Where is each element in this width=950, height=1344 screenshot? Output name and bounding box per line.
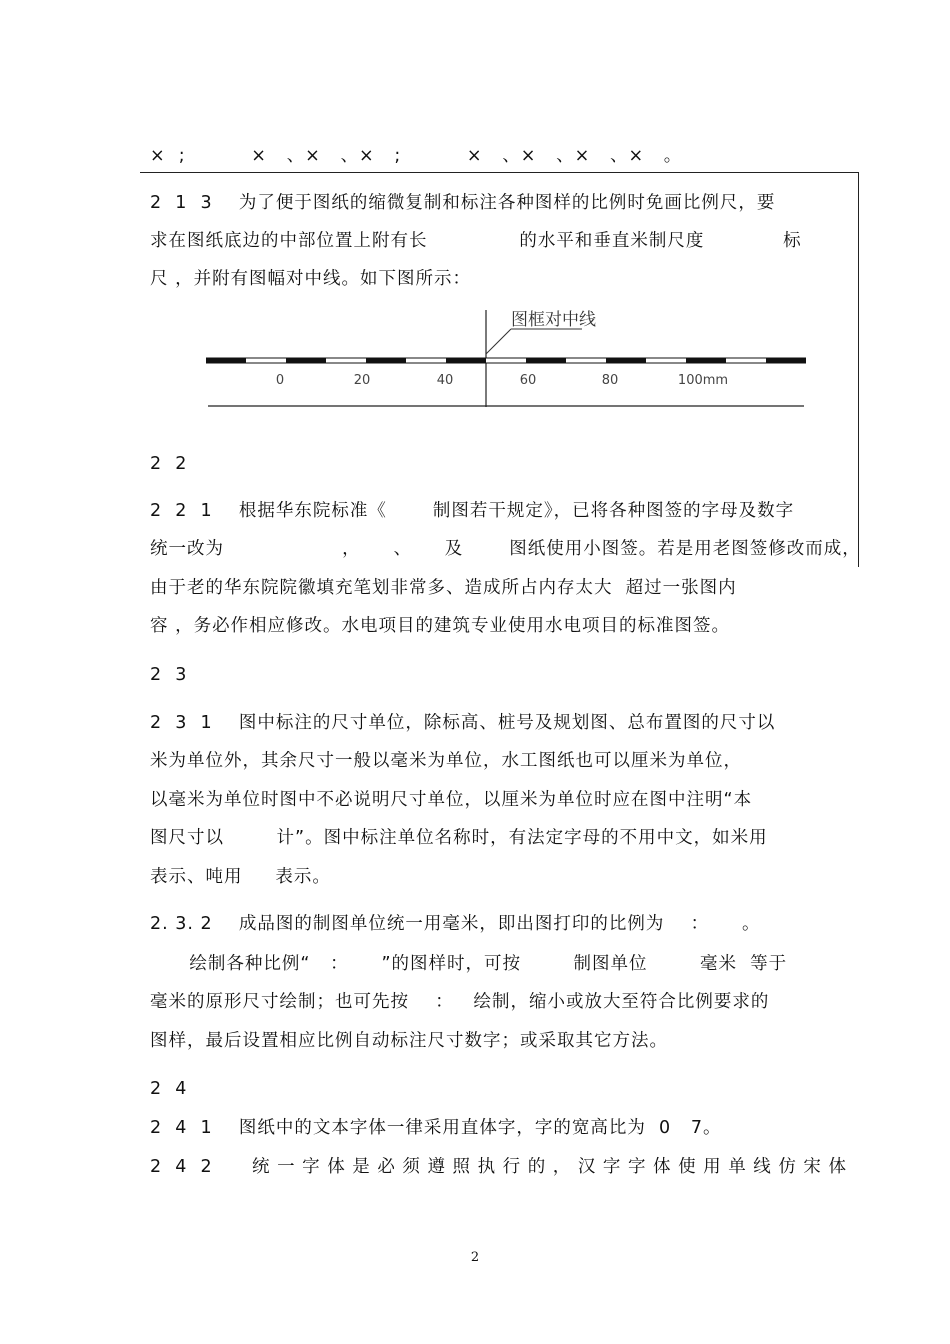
text-line-l05: 2 2 1 根据华东院标准《 制图若干规定》，已将各种图签的字母及数字 [150,501,795,521]
margin-rule-vertical [858,172,859,567]
text-line-l21: 2 4 2 统 一 字 体 是 必 须 遵 照 执 行 的 ， 汉 字 字 体 使 用 单 线 仿 宋 体 [150,1157,847,1177]
scale-labels [276,373,728,388]
text-line-l10: 2 3 1 图中标注的尺寸单位，除标高、桩号及规划图、总布置图的尺寸以 [150,713,776,733]
margin-rule-horizontal [140,172,858,173]
scale-label: 60 [519,373,537,388]
callout-leader [486,329,511,354]
page-number: 2 [470,1250,480,1265]
scale-segment [406,358,446,363]
scale-segment [726,358,766,363]
text-line-l16: 绘制各种比例“ ： ”的图样时，可按 制图单位 毫米 等于 [150,954,788,974]
scale-label: 20 [353,373,371,388]
scale-label: 40 [436,373,454,388]
text-line-l15: 2. 3. 2 成品图的制图单位统一用毫米，即出图打印的比例为 ： 。 [150,914,761,934]
text-line-l12: 以毫米为单位时图中不必说明尺寸单位，以厘米为单位时应在图中注明“本 [150,790,753,810]
scale-segment [246,358,286,363]
text-line-l09: 2 3 [150,665,214,685]
scale-segment [366,358,406,363]
text-line-l11: 米为单位外，其余尺寸一般以毫米为单位，水工图纸也可以厘米为单位， [150,751,742,771]
text-line-l02: 求在图纸底边的中部位置上附有长 的水平和垂直米制尺度 标 [150,231,802,251]
text-line-l04: 2 2 [150,454,214,474]
scale-label: 100mm [677,373,729,388]
text-line-l18: 图样，最后设置相应比例自动标注尺寸数字；或采取其它方法。 [150,1031,668,1051]
text-line-l20: 2 4 1 图纸中的文本字体一律采用直体字，字的宽高比为 0 7。 [150,1118,722,1138]
scale-label: 80 [601,373,619,388]
text-line-l17: 毫米的原形尺寸绘制；也可先按 ： 绘制，缩小或放大至符合比例要求的 [150,992,770,1012]
scale-segment [486,358,526,363]
text-line-l00: × ; × 、× 、× ; × 、× 、× 、× 。 [150,146,683,166]
text-line-l14: 表示、吨用 表示。 [150,867,331,887]
scale-segment [446,358,486,363]
scale-segment [526,358,566,363]
text-line-l07: 由于老的华东院院徽填充笔划非常多、造成所占内存太大 超过一张图内 [150,578,737,598]
scale-segment [206,358,246,363]
scale-segment [566,358,606,363]
text-line-l19: 2 4 [150,1079,214,1099]
scale-segments [206,358,806,363]
scale-bar-figure [206,300,806,412]
scale-segment [326,358,366,363]
scale-segment [646,358,686,363]
scale-segment [606,358,646,363]
scale-segment [286,358,326,363]
text-line-l06: 统一改为 ， 、 及 图纸使用小图签。若是用老图签修改而成， [150,539,861,559]
text-line-l08: 容 ，务必作相应修改。水电项目的建筑专业使用水电项目的标准图签。 [150,616,731,636]
scale-segment [686,358,726,363]
scale-segment [766,358,806,363]
text-line-l03: 尺 ，并附有图幅对中线。如下图所示： [150,269,472,289]
text-line-l13: 图尺寸以 计”。图中标注单位名称时，有法定字母的不用中文，如米用 [150,828,768,848]
scale-label: 0 [275,373,285,388]
text-line-l01: 2 1 3 为了便于图纸的缩微复制和标注各种图样的比例时免画比例尺，要 [150,193,776,213]
callout-label: 图框对中线 [511,310,596,330]
